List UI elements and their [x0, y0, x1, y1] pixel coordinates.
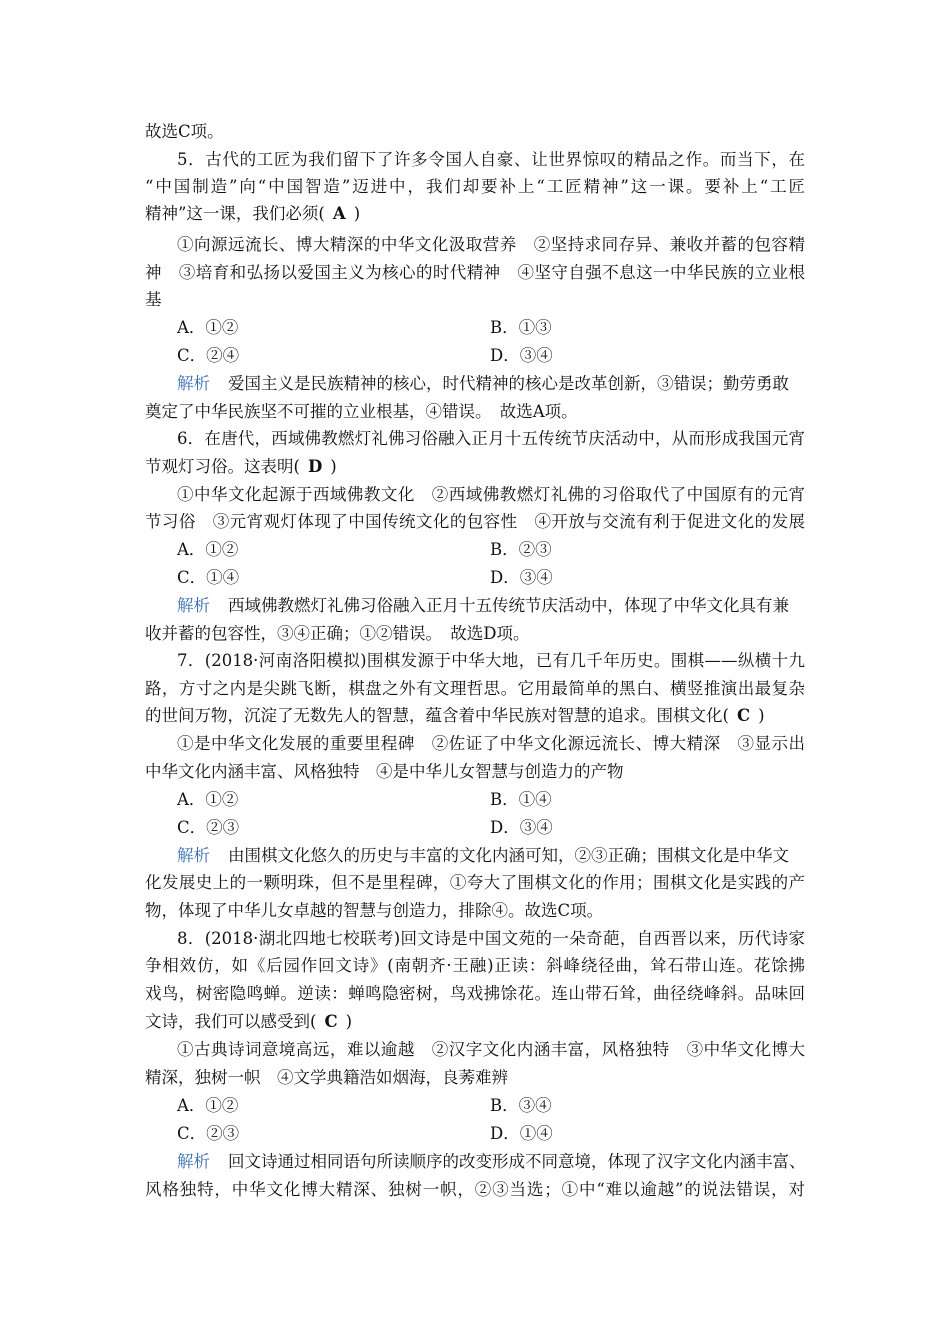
q8-item-line-2: 精深，独树一帜 ④文学典籍浩如烟海，良莠难辨 [145, 1068, 508, 1087]
q6-option-c: C．①④ [177, 568, 240, 587]
q6-stem-line-2: 节观灯习俗。这表明( D ) [145, 457, 337, 476]
intro-line: 故选C项。 [145, 122, 224, 141]
q5-stem-line-3: 精神”这一课，我们必须( A ) [145, 204, 361, 223]
q7-analysis-label: 解析 [177, 846, 210, 865]
q5-option-d: D．③④ [490, 346, 553, 365]
q8-analysis-label: 解析 [177, 1152, 210, 1171]
q8-option-d: D．①④ [490, 1124, 553, 1143]
q6-analysis-line-1: 解析 西域佛教燃灯礼佛习俗融入正月十五传统节庆活动中，体现了中华文化具有兼 [177, 596, 789, 615]
q8-stem-line-2: 争相效仿，如《后园作回文诗》(南朝齐·王融)正读：斜峰绕径曲，耸石带山连。花馀拂 [145, 956, 805, 975]
q8-option-c: C．②③ [177, 1124, 240, 1143]
q5-option-b: B．①③ [490, 318, 552, 337]
q6-answer: D [307, 457, 323, 476]
q8-stem-line-4: 文诗，我们可以感受到( C ) [145, 1012, 353, 1031]
q8-item-line-1: ①古典诗词意境高远，难以逾越 ②汉字文化内涵丰富，风格独特 ③中华文化博大 [177, 1040, 805, 1059]
q7-option-c: C．②③ [177, 818, 240, 837]
q8-analysis-line-1: 解析 回文诗通过相同语句所读顺序的改变形成不同意境，体现了汉字文化内涵丰富、 [177, 1152, 806, 1171]
q5-analysis-line-2: 奠定了中华民族坚不可摧的立业根基，④错误。 故选A项。 [145, 402, 578, 421]
q8-stem-line-1: 8．(2018·湖北四地七校联考)回文诗是中国文苑的一朵奇葩，自西晋以来，历代诗家 [177, 929, 805, 948]
q8-answer: C [324, 1012, 338, 1031]
q5-stem-line-1: 5．古代的工匠为我们留下了许多令国人自豪、让世界惊叹的精品之作。而当下，在 [177, 150, 805, 169]
q5-stem-line-2: “中国制造”向“中国智造”迈进中，我们却要补上“工匠精神”这一课。要补上“工匠 [145, 177, 805, 196]
q5-option-c: C．②④ [177, 346, 240, 365]
q6-analysis-label: 解析 [177, 596, 210, 615]
q8-analysis-line-2: 风格独特，中华文化博大精深、独树一帜，②③当选；①中“难以逾越”的说法错误，对 [145, 1180, 805, 1199]
q7-option-d: D．③④ [490, 818, 553, 837]
q6-item-line-1: ①中华文化起源于西域佛教文化 ②西域佛教燃灯礼佛的习俗取代了中国原有的元宵 [177, 485, 805, 504]
q7-answer: C [736, 706, 751, 725]
q7-stem-line-1: 7．(2018·河南洛阳模拟)围棋发源于中华大地，已有几千年历史。围棋——纵横十九 [177, 651, 805, 670]
q5-item-line-3: 基 [145, 290, 162, 309]
q6-option-a: A．①② [177, 540, 239, 559]
q7-analysis-line-1: 解析 由围棋文化悠久的历史与丰富的文化内涵可知，②③正确；围棋文化是中华文 [177, 846, 789, 865]
q7-stem-line-3: 的世间万物，沉淀了无数先人的智慧，蕴含着中华民族对智慧的追求。围棋文化( C ) [145, 706, 765, 725]
q5-option-a: A．①② [177, 318, 239, 337]
q7-analysis-line-2: 化发展史上的一颗明珠，但不是里程碑，①夸大了围棋文化的作用；围棋文化是实践的产 [145, 873, 805, 892]
q7-item-line-2: 中华文化内涵丰富、风格独特 ④是中华儿女智慧与创造力的产物 [145, 762, 624, 781]
q6-option-b: B．②③ [490, 540, 552, 559]
q6-item-line-2: 节习俗 ③元宵观灯体现了中国传统文化的包容性 ④开放与交流有利于促进文化的发展 [145, 512, 805, 531]
q7-analysis-line-3: 物，体现了中华儿女卓越的智慧与创造力，排除④。故选C项。 [145, 901, 604, 920]
q5-item-line-1: ①向源远流长、博大精深的中华文化汲取营养 ②坚持求同存异、兼收并蓄的包容精 [177, 235, 805, 254]
q5-answer: A [332, 204, 346, 223]
q6-stem-line-1: 6．在唐代，西域佛教燃灯礼佛习俗融入正月十五传统节庆活动中，从而形成我国元宵 [177, 429, 805, 448]
q5-analysis-line-1: 解析 爱国主义是民族精神的核心，时代精神的核心是改革创新，③错误；勤劳勇敢 [177, 374, 789, 393]
q7-option-a: A．①② [177, 790, 239, 809]
q8-stem-line-3: 戏鸟，树密隐鸣蝉。逆读：蝉鸣隐密树，鸟戏拂馀花。连山带石耸，曲径绕峰斜。品味回 [145, 984, 805, 1003]
q6-analysis-line-2: 收并蓄的包容性，③④正确；①②错误。 故选D项。 [145, 624, 530, 643]
q6-option-d: D．③④ [490, 568, 553, 587]
q8-option-b: B．③④ [490, 1096, 552, 1115]
q7-option-b: B．①④ [490, 790, 552, 809]
q8-option-a: A．①② [177, 1096, 239, 1115]
q5-analysis-label: 解析 [177, 374, 210, 393]
q7-stem-line-2: 路，方寸之内是尖跳飞断，棋盘之外有文理哲思。它用最简单的黑白、横竖推演出最复杂 [145, 679, 805, 698]
q5-item-line-2: 神 ③培育和弘扬以爱国主义为核心的时代精神 ④坚守自强不息这一中华民族的立业根 [145, 263, 805, 282]
q7-item-line-1: ①是中华文化发展的重要里程碑 ②佐证了中华文化源远流长、博大精深 ③显示出 [177, 734, 805, 753]
